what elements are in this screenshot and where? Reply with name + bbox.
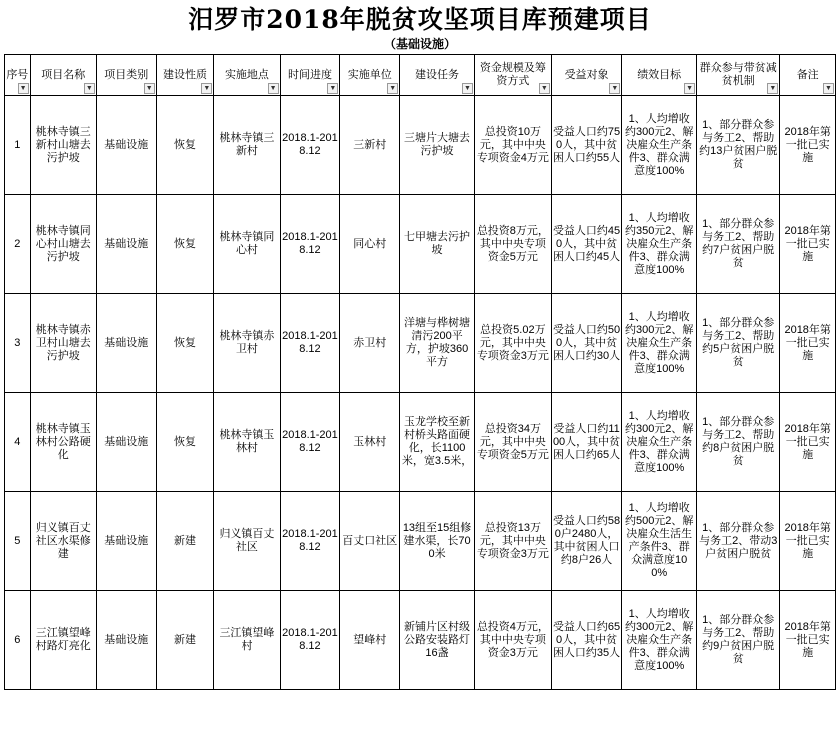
cell-fund: 总投资5.02万元，其中中央专项资金3万元 [474,294,551,393]
cell-task: 玉龙学校至新村桥头路面硬化，长1100米，宽3.5米， [400,393,475,492]
cell-performance: 1、人均增收约300元2、解决雇众生产条件3、群众满意度100% [622,591,697,690]
cell-unit: 玉林村 [340,393,400,492]
cell-participation: 1、部分群众参与务工2、帮助约7户贫困户脱贫 [697,195,780,294]
header-row [5,55,836,96]
cell-benefit: 受益人口约1100人，其中贫困人口约65人 [551,393,621,492]
cell-remark: 2018年第一批已实施 [780,393,836,492]
table-row[interactable] [5,294,836,393]
cell-benefit: 受益人口约450人，其中贫困人口约45人 [551,195,621,294]
cell-unit: 望峰村 [340,591,400,690]
cell-task: 洋塘与桦树塘清污200平方，护坡360平方 [400,294,475,393]
cell-index: 3 [5,294,31,393]
cell-fund: 总投资4万元，其中中央专项资金3万元 [474,591,551,690]
cell-participation: 1、部分群众参与务工2、帮助约13户贫困户脱贫 [697,96,780,195]
cell-benefit: 受益人口约650人，其中贫困人口约35人 [551,591,621,690]
cell-time: 2018.1-2018.12 [280,393,340,492]
column-header-nature[interactable] [156,55,214,96]
column-header-benefit-label: 受益对象 [564,68,609,81]
cell-type: 基础设施 [96,591,156,690]
cell-time: 2018.1-2018.12 [280,294,340,393]
cell-nature: 新建 [156,492,214,591]
cell-place: 桃林寺镇同心村 [214,195,280,294]
table-body [5,96,836,690]
filter-dropdown-icon[interactable]: ▼ [201,83,212,94]
cell-index: 1 [5,96,31,195]
column-header-type[interactable] [96,55,156,96]
column-header-benefit[interactable] [551,55,621,96]
column-header-index[interactable] [5,55,31,96]
column-header-task[interactable] [400,55,475,96]
cell-performance: 1、人均增收约350元2、解决雇众生产条件3、群众满意度100% [622,195,697,294]
project-table [4,54,836,690]
filter-dropdown-icon[interactable]: ▼ [84,83,95,94]
cell-name: 桃林寺镇同心村山塘去污护坡 [30,195,96,294]
table-row[interactable] [5,492,836,591]
cell-name: 三江镇望峰村路灯亮化 [30,591,96,690]
column-header-remark-label: 备注 [796,68,819,81]
filter-dropdown-icon[interactable]: ▼ [609,83,620,94]
column-header-time-label: 时间进度 [287,68,332,81]
cell-time: 2018.1-2018.12 [280,195,340,294]
column-header-index-label: 序号 [6,68,29,81]
cell-performance: 1、人均增收约500元2、解决雇众生活生产条件3、群众满意度100% [622,492,697,591]
filter-dropdown-icon[interactable]: ▼ [767,83,778,94]
column-header-fund[interactable] [474,55,551,96]
cell-benefit: 受益人口约500人，其中贫困人口约30人 [551,294,621,393]
cell-time: 2018.1-2018.12 [280,591,340,690]
filter-dropdown-icon[interactable]: ▼ [462,83,473,94]
cell-unit: 同心村 [340,195,400,294]
cell-place: 归义镇百丈社区 [214,492,280,591]
cell-unit: 百丈口社区 [340,492,400,591]
cell-name: 桃林寺镇三新村山塘去污护坡 [30,96,96,195]
column-header-task-label: 建设任务 [415,68,460,81]
cell-nature: 恢复 [156,96,214,195]
cell-nature: 新建 [156,591,214,690]
cell-nature: 恢复 [156,294,214,393]
cell-index: 6 [5,591,31,690]
table-row[interactable] [5,195,836,294]
cell-performance: 1、人均增收约300元2、解决雇众生产条件3、群众满意度100% [622,294,697,393]
cell-task: 新铺片区村级公路安装路灯16盏 [400,591,475,690]
cell-participation: 1、部分群众参与务工2、帮助约5户贫困户脱贫 [697,294,780,393]
column-header-participation[interactable] [697,55,780,96]
cell-unit: 赤卫村 [340,294,400,393]
column-header-unit[interactable] [340,55,400,96]
table-row[interactable] [5,591,836,690]
column-header-performance-label: 绩效目标 [637,68,682,81]
cell-participation: 1、部分群众参与务工2、帮助约8户贫困户脱贫 [697,393,780,492]
cell-place: 桃林寺镇三新村 [214,96,280,195]
column-header-participation-label: 群众参与带贫减贫机制 [699,62,777,87]
column-header-name[interactable] [30,55,96,96]
cell-name: 桃林寺镇赤卫村山塘去污护坡 [30,294,96,393]
cell-index: 5 [5,492,31,591]
column-header-nature-label: 建设性质 [162,68,207,81]
cell-fund: 总投资34万元，其中中央专项资金5万元 [474,393,551,492]
column-header-unit-label: 实施单位 [347,68,392,81]
column-header-fund-label: 资金规模及筹资方式 [479,62,546,87]
cell-type: 基础设施 [96,96,156,195]
cell-participation: 1、部分群众参与务工2、帮助约9户贫困户脱贫 [697,591,780,690]
cell-type: 基础设施 [96,492,156,591]
cell-participation: 1、部分群众参与务工2、带动3户贫困户脱贫 [697,492,780,591]
cell-index: 4 [5,393,31,492]
cell-benefit: 受益人口约580户2480人，其中贫困人口约8户26人 [551,492,621,591]
page-subtitle: （基础设施） [383,37,456,51]
cell-fund: 总投资13万元，其中中央专项资金3万元 [474,492,551,591]
table-row[interactable] [5,96,836,195]
cell-place: 桃林寺镇玉林村 [214,393,280,492]
cell-nature: 恢复 [156,393,214,492]
cell-performance: 1、人均增收约300元2、解决雇众生产条件3、群众满意度100% [622,96,697,195]
filter-dropdown-icon[interactable]: ▼ [144,83,155,94]
filter-dropdown-icon[interactable]: ▼ [327,83,338,94]
cell-time: 2018.1-2018.12 [280,492,340,591]
cell-remark: 2018年第一批已实施 [780,591,836,690]
column-header-place[interactable] [214,55,280,96]
cell-type: 基础设施 [96,195,156,294]
column-header-performance[interactable] [622,55,697,96]
filter-dropdown-icon[interactable]: ▼ [387,83,398,94]
cell-benefit: 受益人口约750人，其中贫困人口约55人 [551,96,621,195]
filter-dropdown-icon[interactable]: ▼ [823,83,834,94]
column-header-time[interactable] [280,55,340,96]
column-header-remark[interactable] [780,55,836,96]
cell-type: 基础设施 [96,294,156,393]
cell-index: 2 [5,195,31,294]
column-header-name-label: 项目名称 [41,68,86,81]
cell-fund: 总投资8万元，其中中央专项资金5万元 [474,195,551,294]
cell-remark: 2018年第一批已实施 [780,294,836,393]
cell-name: 桃林寺镇玉林村公路硬化 [30,393,96,492]
filter-dropdown-icon[interactable]: ▼ [268,83,279,94]
cell-task: 三塘片大塘去污护坡 [400,96,475,195]
cell-time: 2018.1-2018.12 [280,96,340,195]
cell-remark: 2018年第一批已实施 [780,195,836,294]
cell-fund: 总投资10万元，其中中央专项资金4万元 [474,96,551,195]
filter-dropdown-icon[interactable]: ▼ [18,83,29,94]
cell-unit: 三新村 [340,96,400,195]
cell-task: 13组至15组修建水渠，长700米 [400,492,475,591]
cell-remark: 2018年第一批已实施 [780,492,836,591]
page-title: 汨罗市2018年脱贫攻坚项目库预建项目 [188,5,652,34]
cell-remark: 2018年第一批已实施 [780,96,836,195]
cell-name: 归义镇百丈社区水渠修建 [30,492,96,591]
filter-dropdown-icon[interactable]: ▼ [539,83,550,94]
cell-place: 三江镇望峰村 [214,591,280,690]
filter-dropdown-icon[interactable]: ▼ [684,83,695,94]
cell-task: 七甲塘去污护坡 [400,195,475,294]
cell-nature: 恢复 [156,195,214,294]
table-row[interactable] [5,393,836,492]
column-header-place-label: 实施地点 [224,68,269,81]
column-header-type-label: 项目类别 [104,68,149,81]
cell-type: 基础设施 [96,393,156,492]
cell-performance: 1、人均增收约300元2、解决雇众生产条件3、群众满意度100% [622,393,697,492]
table-header [5,55,836,96]
cell-place: 桃林寺镇赤卫村 [214,294,280,393]
